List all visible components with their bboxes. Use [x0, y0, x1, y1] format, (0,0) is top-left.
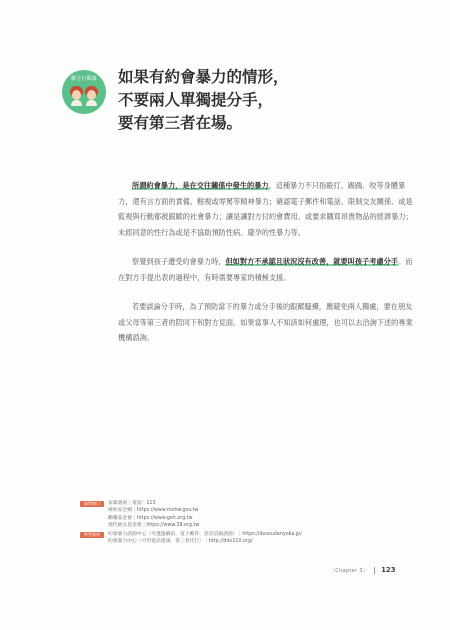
footnotes [80, 500, 380, 546]
page-number: 123 [381, 566, 396, 574]
badge-label: 聯合行動篇 [70, 76, 97, 82]
title-line: 要有第三者在場。 [118, 114, 243, 132]
note-link[interactable]: 約會暴力諮詢中心〈可透過網站、電子郵件、語音信箱諮詢〉｜https://dvsoudanyoka.jp/ [108, 531, 302, 537]
badge [62, 70, 106, 114]
title-line: 如果有約會暴力的情形， [118, 68, 289, 86]
girl-illustration-icon [70, 86, 83, 104]
paragraph [118, 178, 414, 240]
note-tag: 詢問窗口 [80, 501, 104, 507]
highlighted-text: 但如對方不承認且狀況沒有改善，就要叫孩子考慮分手 [225, 257, 398, 266]
note-tag: 參考資料 [80, 532, 104, 538]
paragraph-text: 。而在對方手提出表的過程中，有時需要專家的積極支援。 [118, 257, 413, 282]
footer-divider [374, 567, 375, 574]
highlighted-text: 所謂約會暴力，是在交往關係中發生的暴力 [132, 181, 269, 190]
paragraph [118, 254, 414, 285]
note-link[interactable]: 婦幼安全網｜https://www.mohw.gov.tw [108, 508, 199, 514]
note-line: 家暴諮詢｜電話：113 [108, 501, 156, 506]
note-group [80, 500, 380, 530]
chapter-label: 〈Chapter 3〉 [330, 567, 369, 574]
paragraph [118, 299, 414, 346]
paragraph-text: 若要談論分手時，為了預防當下的暴力或分手後的跟蹤騷擾，應避免兩人獨處，要在朋友或父母等第三者的陪同下和對方見面。如果當事人不知該如何處理，也可以去洽詢下述的專業機構諮詢。 [118, 302, 413, 342]
note-link[interactable]: 勵馨基金會｜https://www.goh.org.tw [108, 515, 193, 521]
note-link[interactable]: 約會暴力中心〈可用電話諮詢、第三者代行〉｜http://ddv110.org/ [108, 539, 253, 545]
page-title [118, 66, 378, 135]
page-footer [330, 566, 396, 574]
title-line: 不要兩人單獨提分手， [118, 91, 274, 109]
paragraph-text: ，這種暴力不只指毆打、踢踹、咬等身體暴力，還有言方面的責備、輕視或辱罵等精神暴力；確認電子郵件和電話、限制交友關係、或是監視與行動都被跟蹤的社會暴力；讓是讓對方付約會費用、或要求購買昂貴物品的經濟暴力；未經同意的性行為或是不協助預防性病、避孕的性暴力等。 [118, 181, 413, 237]
note-group [80, 531, 380, 546]
note-link[interactable]: 現代婦女基金會｜https://www.38.org.tw [108, 523, 200, 529]
article-body [118, 178, 414, 360]
paragraph-text: 察覺到孩子遭受約會暴力時， [132, 257, 226, 266]
boy-illustration-icon [85, 86, 98, 104]
